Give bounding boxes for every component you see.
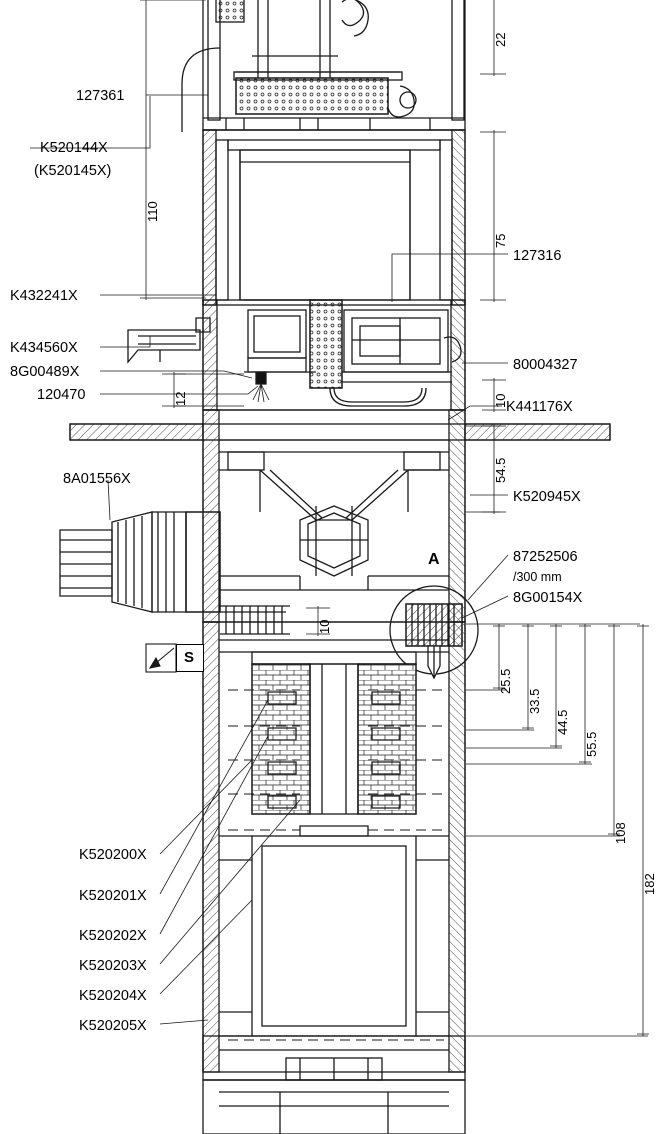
dimension-10-mid: 10 [317,619,332,634]
detail-marker-a: A [428,551,440,568]
part-label-8G00489X: 8G00489X [10,364,80,380]
part-label-8G00154X: 8G00154X [513,590,583,606]
part-label-87252506: 87252506 [513,549,578,565]
part-label-127316: 127316 [513,248,562,264]
part-label-K520201X: K520201X [79,888,147,904]
dimension-12: 12 [173,391,188,406]
part-label-K434560X: K434560X [10,340,78,356]
part-label-K520204X: K520204X [79,988,147,1004]
dimension-108: 108 [613,822,628,844]
dimension-44-5: 44.5 [555,709,570,735]
part-label-K520200X: K520200X [79,847,147,863]
part-label-K520144X: K520144X [40,140,108,156]
dimension-54-5: 54.5 [493,457,508,483]
part-label-K432241X: K432241X [10,288,78,304]
dimension-55-5: 55.5 [584,731,599,757]
part-label-120470: 120470 [37,387,86,403]
dimension-25-5: 25.5 [498,668,513,694]
part-label-K520205X: K520205X [79,1018,147,1034]
part-label-127361: 127361 [76,88,125,104]
part-label-80004327: 80004327 [513,357,578,373]
dimension-10-top: 10 [493,393,508,408]
dimension-22: 22 [493,32,508,47]
part-label-K520202X: K520202X [79,928,147,944]
part-label-K520145X: (K520145X) [34,163,112,179]
part-label-8A01556X: 8A01556X [63,471,131,487]
part-label-K520203X: K520203X [79,958,147,974]
part-label-pitch-300mm: /300 mm [513,570,562,584]
dimension-110: 110 [145,201,160,222]
dimension-75: 75 [493,233,508,248]
dimension-33-5: 33.5 [527,688,542,714]
dimension-182: 182 [642,873,657,895]
part-label-K520945X: K520945X [513,489,581,505]
part-label-K441176X: K441176X [506,399,573,415]
section-symbol-label: S [184,649,195,666]
